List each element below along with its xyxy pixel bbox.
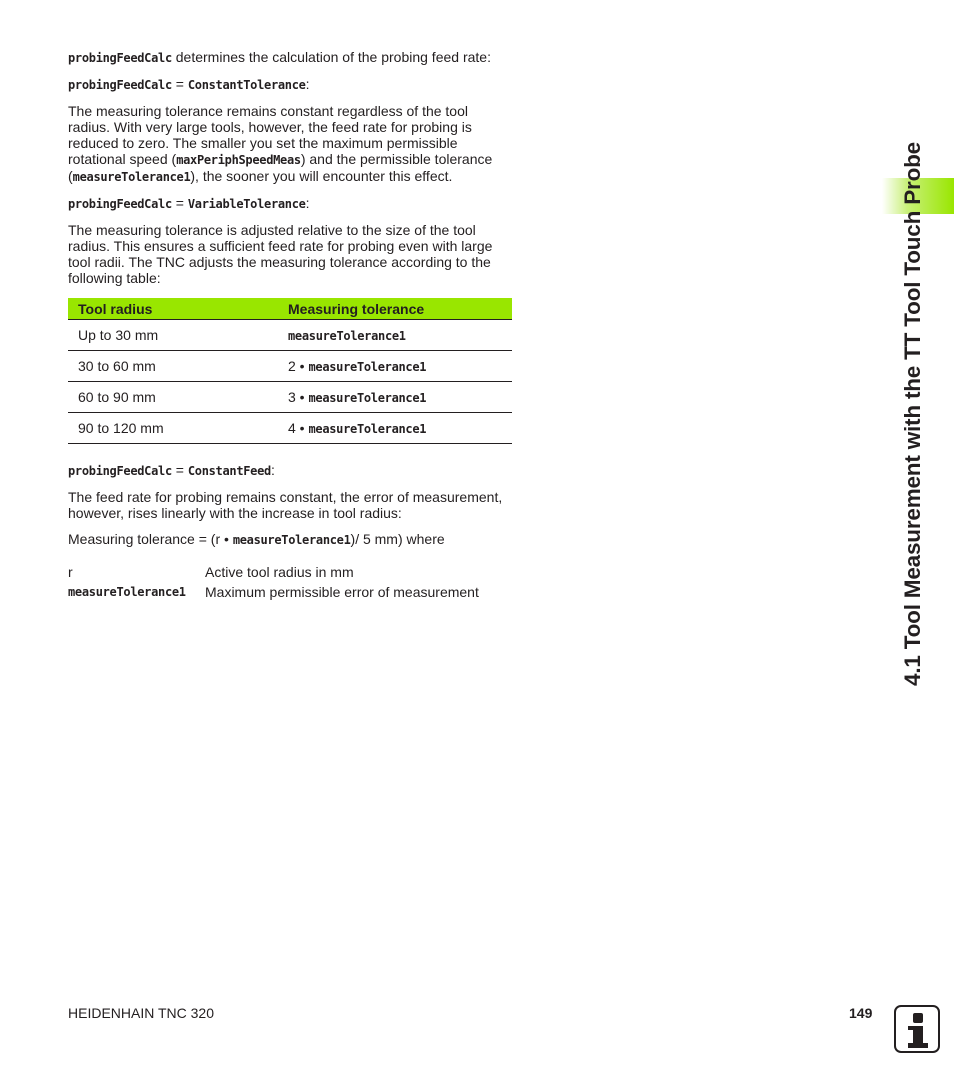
factor: 2 • [288, 357, 309, 374]
param-code: measureTolerance1 [288, 328, 406, 343]
definition-term: measureTolerance1 [68, 585, 186, 599]
colon: : [305, 195, 310, 211]
colon: : [305, 76, 310, 92]
param-code: measureTolerance1 [308, 390, 427, 405]
param-code: measureTolerance1 [72, 170, 191, 184]
header-measuring-tolerance: Measuring tolerance [278, 298, 512, 320]
definition-desc: Maximum permissible error of measurement [205, 584, 479, 600]
param-value: ConstantTolerance [187, 78, 306, 92]
variable-tolerance-description: The measuring tolerance is adjusted relative to the size of the tool radius. This ensures a sufficient feed rate for probing even with large tool radii. The TNC adjusts the measuring tolerance according to the following table: [68, 222, 493, 286]
main-content [68, 48, 512, 602]
formula-text: Measuring tolerance = (r • [68, 531, 233, 547]
param-code: measureTolerance1 [308, 421, 427, 436]
equals-sign: = [171, 462, 188, 478]
constant-feed-description: The feed rate for probing remains constant, the error of measurement, however, rises linearly with the increase in tool radius: [68, 489, 503, 521]
info-icon-base [908, 1043, 928, 1048]
param-code: measureTolerance1 [308, 359, 427, 374]
option-constant-feed-heading [68, 462, 512, 479]
param-code: measureTolerance1 [232, 533, 351, 547]
cell-tolerance [278, 413, 512, 444]
option-variable-tolerance-heading [68, 195, 512, 212]
cell-radius: Up to 30 mm [68, 320, 278, 351]
constant-tolerance-description [68, 103, 512, 185]
formula [68, 531, 512, 548]
footer-product: HEIDENHAIN TNC 320 [68, 1005, 215, 1021]
text-span: ), the sooner you will encounter this effect. [190, 168, 453, 184]
info-icon-dot [913, 1013, 923, 1023]
definition-list [68, 562, 512, 602]
option-constant-tolerance-heading [68, 76, 512, 93]
cell-radius: 30 to 60 mm [68, 351, 278, 382]
text-span: ) and the permissible tolerance ( [68, 151, 493, 184]
definition-row [68, 582, 512, 602]
param-code: probingFeedCalc [68, 197, 172, 211]
factor: 3 • [288, 388, 309, 405]
definition-row [68, 562, 512, 582]
info-icon [894, 1005, 940, 1053]
table-row [68, 382, 512, 413]
definition-desc: Active tool radius in mm [205, 564, 354, 580]
cell-radius: 90 to 120 mm [68, 413, 278, 444]
cell-tolerance [278, 320, 512, 351]
table-row [68, 320, 512, 351]
cell-tolerance [278, 382, 512, 413]
table-row [68, 351, 512, 382]
text-span: The measuring tolerance remains constant regardless of the tool radius. With very large tools, however, the feed rate for probing is reduced to zero. The smaller you set the maximum permissible rotational speed ( [68, 103, 472, 167]
header-tool-radius: Tool radius [68, 298, 278, 320]
equals-sign: = [171, 195, 188, 211]
chapter-side-title: 4.1 Tool Measurement with the TT Tool Touch Probe [900, 142, 925, 686]
colon: : [270, 462, 275, 478]
param-code: maxPeriphSpeedMeas [176, 153, 301, 167]
param-code: probingFeedCalc [68, 78, 172, 92]
factor: 4 • [288, 419, 309, 436]
cell-tolerance [278, 351, 512, 382]
tolerance-table [68, 298, 512, 444]
table-row [68, 413, 512, 444]
formula-text: )/ 5 mm) where [350, 531, 445, 547]
page-number: 149 [849, 1005, 873, 1021]
table-header-row [68, 298, 512, 320]
param-code: probingFeedCalc [68, 51, 172, 65]
intro-paragraph [68, 49, 512, 66]
definition-term: r [68, 564, 73, 580]
param-value: ConstantFeed [187, 464, 271, 478]
param-code: probingFeedCalc [68, 464, 172, 478]
intro-text: determines the calculation of the probing feed rate: [171, 49, 491, 65]
cell-radius: 60 to 90 mm [68, 382, 278, 413]
param-value: VariableTolerance [187, 197, 306, 211]
equals-sign: = [171, 76, 188, 92]
